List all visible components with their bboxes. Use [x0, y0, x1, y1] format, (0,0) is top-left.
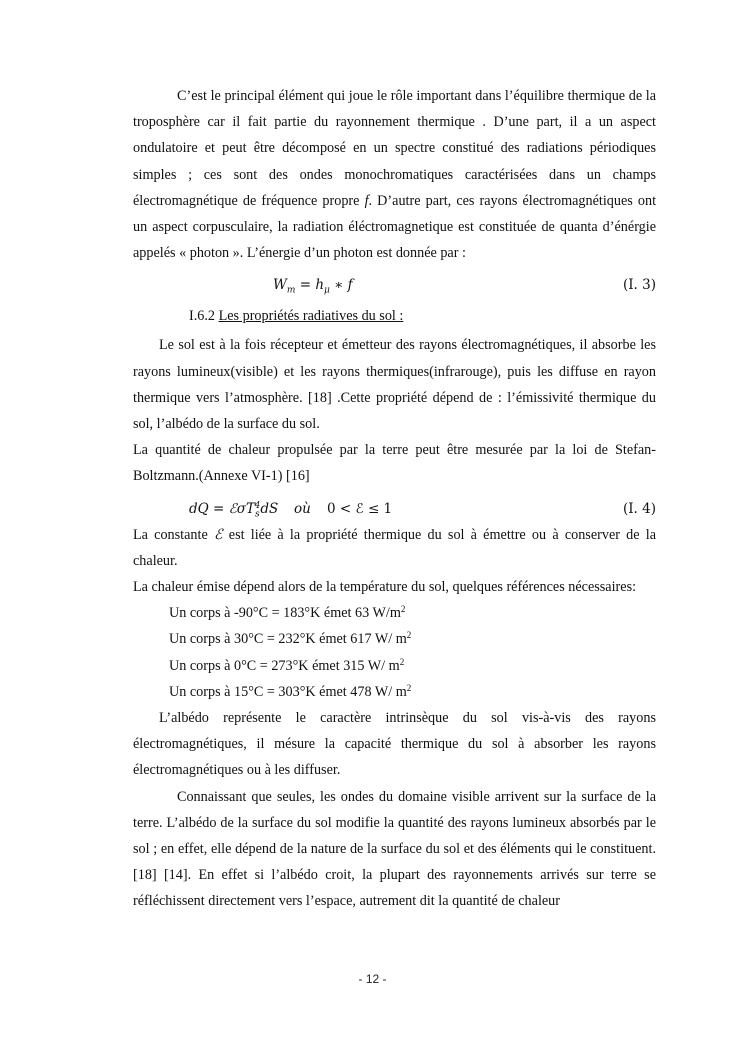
list-item-text: Un corps à 0°C = 273°K émet 315 W/ m [169, 657, 400, 674]
list-item-text: Un corps à 15°C = 303°K émet 478 W/ m [169, 683, 407, 700]
emission-list [133, 600, 656, 705]
list-item-sup: 2 [406, 682, 412, 693]
equation-i3-number: (I. 3) [622, 277, 656, 294]
equation-i4-ou: où [294, 500, 311, 517]
equation-i4 [133, 496, 656, 522]
paragraph-4-b: est liée à la propriété thermique du sol à émettre ou à conserver de la chaleur. [133, 526, 657, 569]
equation-i4-expr: dQ = ℰσT$_s^4$dS [189, 500, 279, 520]
equation-i4-condition: 0 < ℰ ≤ 1 [327, 500, 393, 517]
list-item-sup: 2 [406, 630, 412, 641]
paragraph-2: Le sol est à la fois récepteur et émetteur des rayons électromagnétiques, il absorbe les rayons lumineux(visible) et les rayons thermiques(infrarouge), puis les diffuse en rayon thermique vers l’atmosphère. [18] .Cette propriété dépend de : l’émissivité thermique du sol, l’albédo de la surface du sol. [133, 337, 656, 433]
paragraph-7: Connaissant que seules, les ondes du domaine visible arrivent sur la surface de la terre. L’albédo de la surface du sol modifie la quantité des rayons lumineux absorbés par le sol ; en effet, elle dépend de la nature de la surface du sol et des éléments qui le constituent. [18] [14]. En effet si l’albédo croit, la plupart des rayonnements arrivés sur terre se réfléchissent directement vers l’espace, autrement dit la quantité de chaleur [133, 788, 656, 910]
paragraph-6: L’albédo représente le caractère intrinsèque du sol vis-à-vis des rayons électromagnétiques, il mésure la capacité thermique du sol à absorber les rayons électromagnétiques ou à les diffuser. [133, 710, 656, 779]
paragraph-1-text: C’est le principal élément qui joue le rôle important dans l’équilibre thermique de la troposphère car il fait partie du rayonnement thermique . D’une part, il a un aspect ondulatoire et peut être décomposé en un spectre constitué des radiations périodiques simples ; ces sont des ondes monochromatiques caractérisées dans un champs électromagnétique de fréquence propre [133, 88, 656, 209]
paragraph-4 [133, 522, 656, 574]
equation-i3-expr: $W_m = h_\mu$ ∗ f [273, 277, 353, 297]
list-item [133, 626, 656, 652]
section-heading [133, 304, 656, 328]
list-item-sup: 2 [399, 656, 405, 667]
list-item [133, 679, 656, 705]
section-title: Les propriétés radiatives du sol : [218, 308, 404, 325]
frequency-symbol: f [364, 192, 369, 209]
list-item [133, 600, 656, 626]
list-item-text: Un corps à 30°C = 232°K émet 617 W/ m [169, 631, 407, 648]
paragraph-4-a: La constante [133, 526, 208, 543]
equation-i4-number: (I. 4) [622, 500, 656, 517]
emissivity-symbol: ℰ [213, 526, 223, 543]
list-item [133, 653, 656, 679]
paragraph-5: La chaleur émise dépend alors de la température du sol, quelques références nécessaires: [133, 579, 637, 596]
paragraph-1-rest: . D’autre part, ces rayons électromagnétiques ont un aspect corpusculaire, la radiation éléctromagnetique est constituée de quanta d’énérgie appelés « photon ». L’énergie d’un photon est donnée par : [133, 192, 657, 262]
list-item-text: Un corps à -90°C = 183°K émet 63 W/m [169, 605, 401, 622]
equation-i3 [133, 272, 656, 298]
section-number: I.6.2 [189, 308, 216, 325]
page-body [133, 83, 656, 915]
page-number: - 12 - [358, 972, 387, 986]
paragraph-1 [133, 83, 656, 266]
list-item-sup: 2 [400, 604, 406, 615]
paragraph-3: La quantité de chaleur propulsée par la terre peut être mesurée par la loi de Stefan-Boltzmann.(Annexe VI-1) [16] [133, 442, 656, 485]
